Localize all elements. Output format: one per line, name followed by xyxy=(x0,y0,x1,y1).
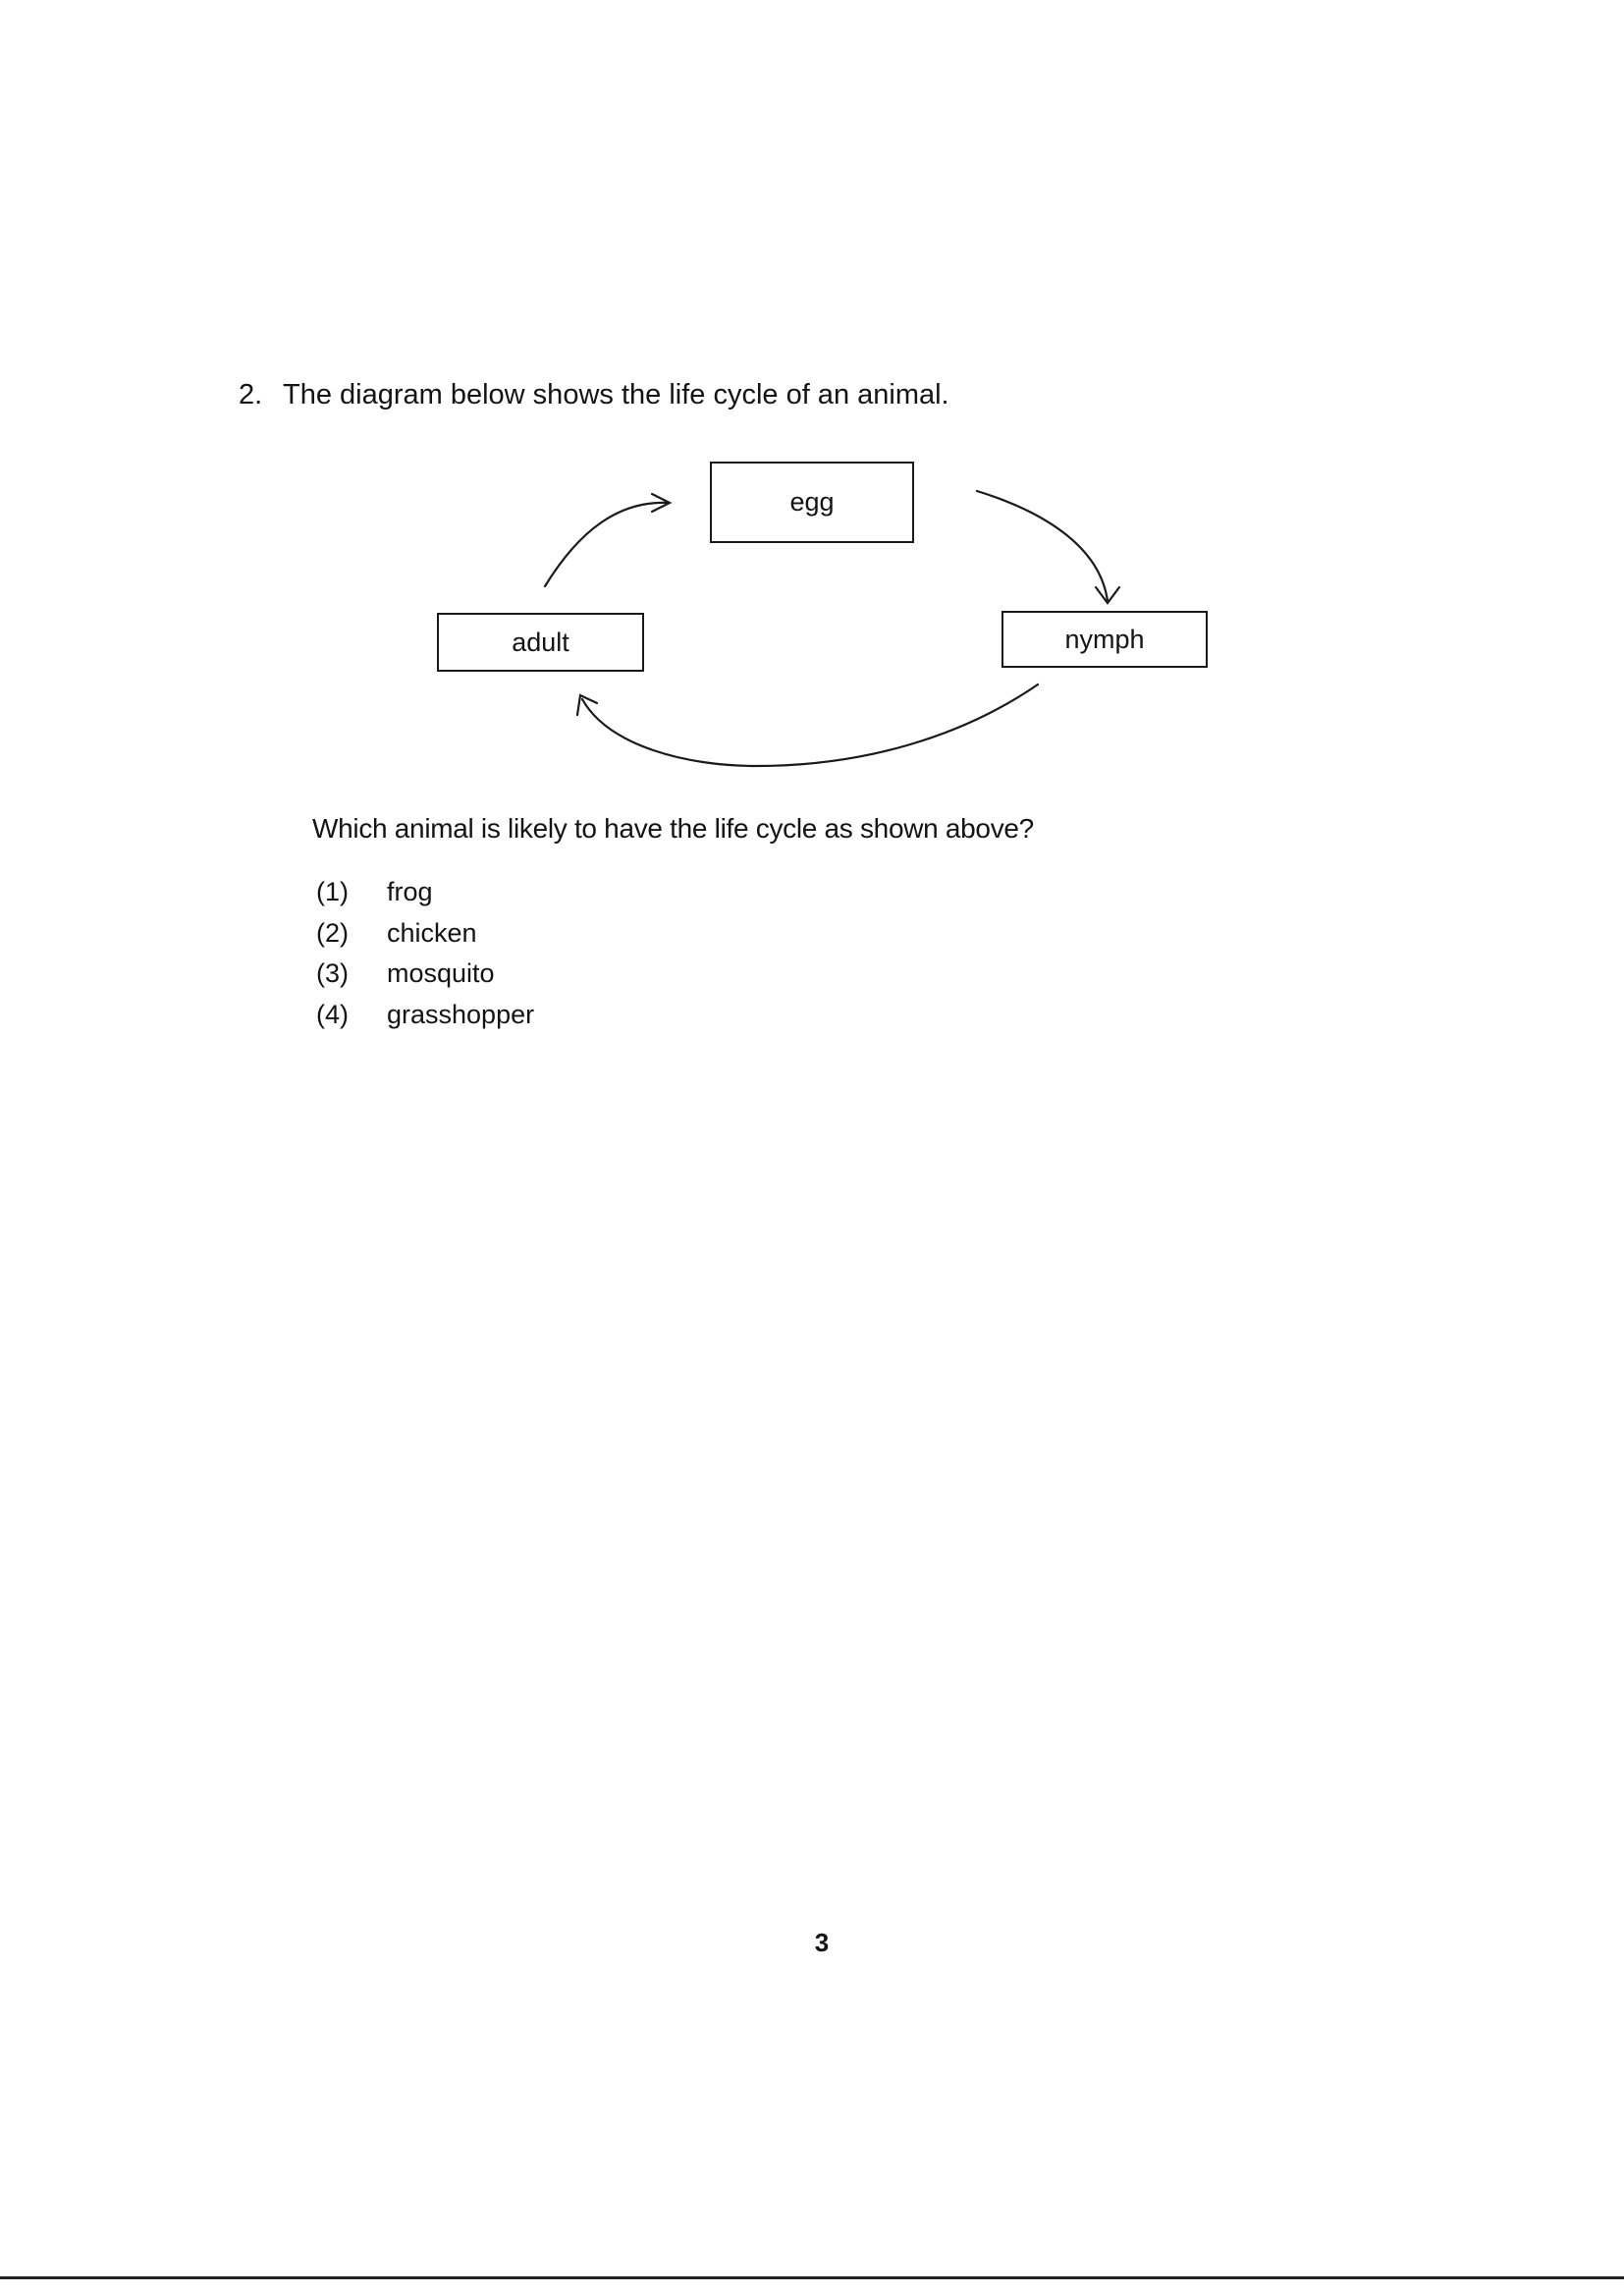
stage-box-egg xyxy=(710,462,914,543)
option-label: frog xyxy=(387,877,433,906)
answer-options xyxy=(316,872,534,1035)
question-prompt: Which animal is likely to have the life cycle as shown above? xyxy=(312,813,1034,844)
arrowhead-adult-to-egg xyxy=(652,494,670,512)
option-number: (3) xyxy=(316,958,349,988)
question-line xyxy=(239,379,949,411)
stage-label-egg: egg xyxy=(789,487,835,517)
arrow-egg-to-nymph xyxy=(977,491,1108,601)
arrowhead-egg-to-nymph xyxy=(1096,587,1119,603)
option-label: mosquito xyxy=(387,958,495,988)
option-label: grasshopper xyxy=(387,999,535,1029)
option-3[interactable] xyxy=(316,954,534,995)
option-number: (2) xyxy=(316,917,349,948)
option-4[interactable] xyxy=(316,995,534,1036)
question-number: 2. xyxy=(239,379,263,410)
stage-box-nymph xyxy=(1001,611,1208,668)
stage-box-adult xyxy=(437,613,644,672)
option-2[interactable] xyxy=(316,913,534,955)
question-text: The diagram below shows the life cycle of an animal. xyxy=(283,379,949,410)
stage-label-nymph: nymph xyxy=(1064,624,1145,654)
option-number: (4) xyxy=(316,999,349,1029)
option-1[interactable] xyxy=(316,872,534,913)
bottom-rule xyxy=(0,2276,1624,2279)
arrowhead-nymph-to-adult xyxy=(577,695,597,715)
page-number: 3 xyxy=(814,1928,830,1957)
option-number: (1) xyxy=(316,877,349,906)
arrow-nymph-to-adult xyxy=(582,684,1038,766)
arrow-adult-to-egg xyxy=(545,503,668,586)
option-label: chicken xyxy=(387,917,477,948)
stage-label-adult: adult xyxy=(512,627,569,657)
